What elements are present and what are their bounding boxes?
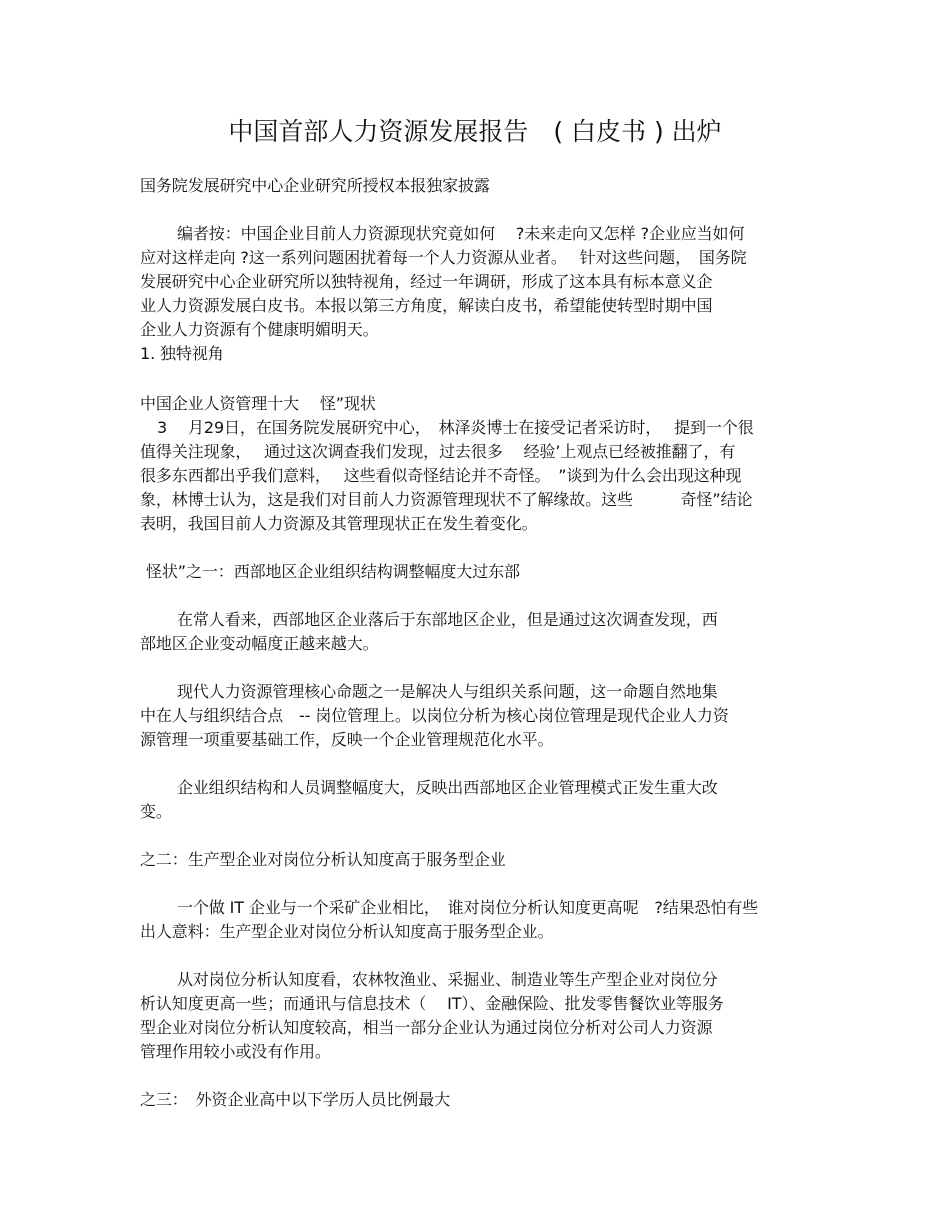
paragraph-line: 现代人力资源管理核心命题之一是解决人与组织关系问题，这一命题自然地集 [177, 682, 718, 701]
anomaly-heading-1: 怪状”之一：西部地区企业组织结构调整幅度大过东部 [146, 562, 520, 581]
paragraph-line: 变。 [140, 802, 172, 821]
paragraph-line: 源管理一项重要基础工作，反映一个企业管理规范化水平。 [140, 730, 554, 749]
source-line-block [140, 174, 820, 198]
intro-block [140, 392, 820, 1112]
paragraph-line: 出人意料：生产型企业对岗位分析认知度高于服务型企业。 [140, 922, 554, 941]
editor-note-line: 应对这样走向 ?这一系列问题困扰着每一个人力资源从业者。 针对这些问题， 国务院 [140, 248, 747, 267]
intro-line: 表明，我国目前人力资源及其管理现状正在发生着变化。 [140, 514, 538, 533]
paragraph-line: 管理作用较小或没有作用。 [140, 1042, 331, 1061]
intro-line: 象，林博士认为，这是我们对目前人力资源管理现状不了解缘故。这些 奇怪”结论 [140, 490, 753, 509]
intro-line: 很多东西都出乎我们意料， 这些看似奇怪结论并不奇怪。 ”谈到为什么会出现这种现 [140, 466, 742, 485]
document-title: 中国首部人力资源发展报告 ( 白皮书 ) 出炉 [228, 117, 722, 146]
paragraph-line: 一个做 IT 企业与一个采矿企业相比， 谁对岗位分析认知度更高呢 ?结果恐怕有些 [177, 898, 759, 917]
paragraph-line: 在常人看来，西部地区企业落后于东部地区企业，但是通过这次调查发现，西 [177, 610, 718, 629]
editor-note [140, 222, 820, 366]
paragraph-line: 部地区企业变动幅度正越来越大。 [140, 634, 379, 653]
paragraph-line: 从对岗位分析认知度看，农林牧渔业、采掘业、制造业等生产型企业对岗位分 [177, 970, 718, 989]
paragraph-line: 析认知度更高一些；而通讯与信息技术（ IT）、金融保险、批发零售餐饮业等服务 [140, 994, 724, 1013]
anomaly-heading-2: 之二：生产型企业对岗位分析认知度高于服务型企业 [140, 850, 506, 869]
intro-line: 值得关注现象， 通过这次调查我们发现，过去很多 经验’上观点已经被推翻了，有 [140, 442, 736, 461]
paragraph-line: 中在人与组织结合点 -- 岗位管理上。以岗位分析为核心岗位管理是现代企业人力资 [140, 706, 729, 725]
editor-note-line: 发展研究中心企业研究所以独特视角，经过一年调研，形成了这本具有标本意义企 [140, 272, 713, 291]
section-heading: 1. 独特视角 [140, 344, 224, 363]
source-line: 国务院发展研究中心企业研究所授权本报独家披露 [140, 176, 490, 195]
paragraph-line: 企业组织结构和人员调整幅度大，反映出西部地区企业管理模式正发生重大改 [177, 778, 718, 797]
paragraph-line: 型企业对岗位分析认知度较高，相当一部分企业认为通过岗位分析对公司人力资源 [140, 1018, 713, 1037]
editor-note-line: 业人力资源发展白皮书。本报以第三方角度，解读白皮书，希望能使转型时期中国 [140, 296, 713, 315]
subheading: 中国企业人资管理十大 怪”现状 [140, 394, 376, 413]
intro-line: 3 月29日，在国务院发展研究中心， 林泽炎博士在接受记者采访时， 提到一个很 [157, 418, 754, 437]
anomaly-heading-3: 之三： 外资企业高中以下学历人员比例最大 [140, 1090, 451, 1109]
editor-note-line: 编者按：中国企业目前人力资源现状究竟如何 ?未来走向又怎样 ?企业应当如何 [177, 224, 745, 243]
editor-note-line: 企业人力资源有个健康明媚明天。 [140, 320, 379, 339]
